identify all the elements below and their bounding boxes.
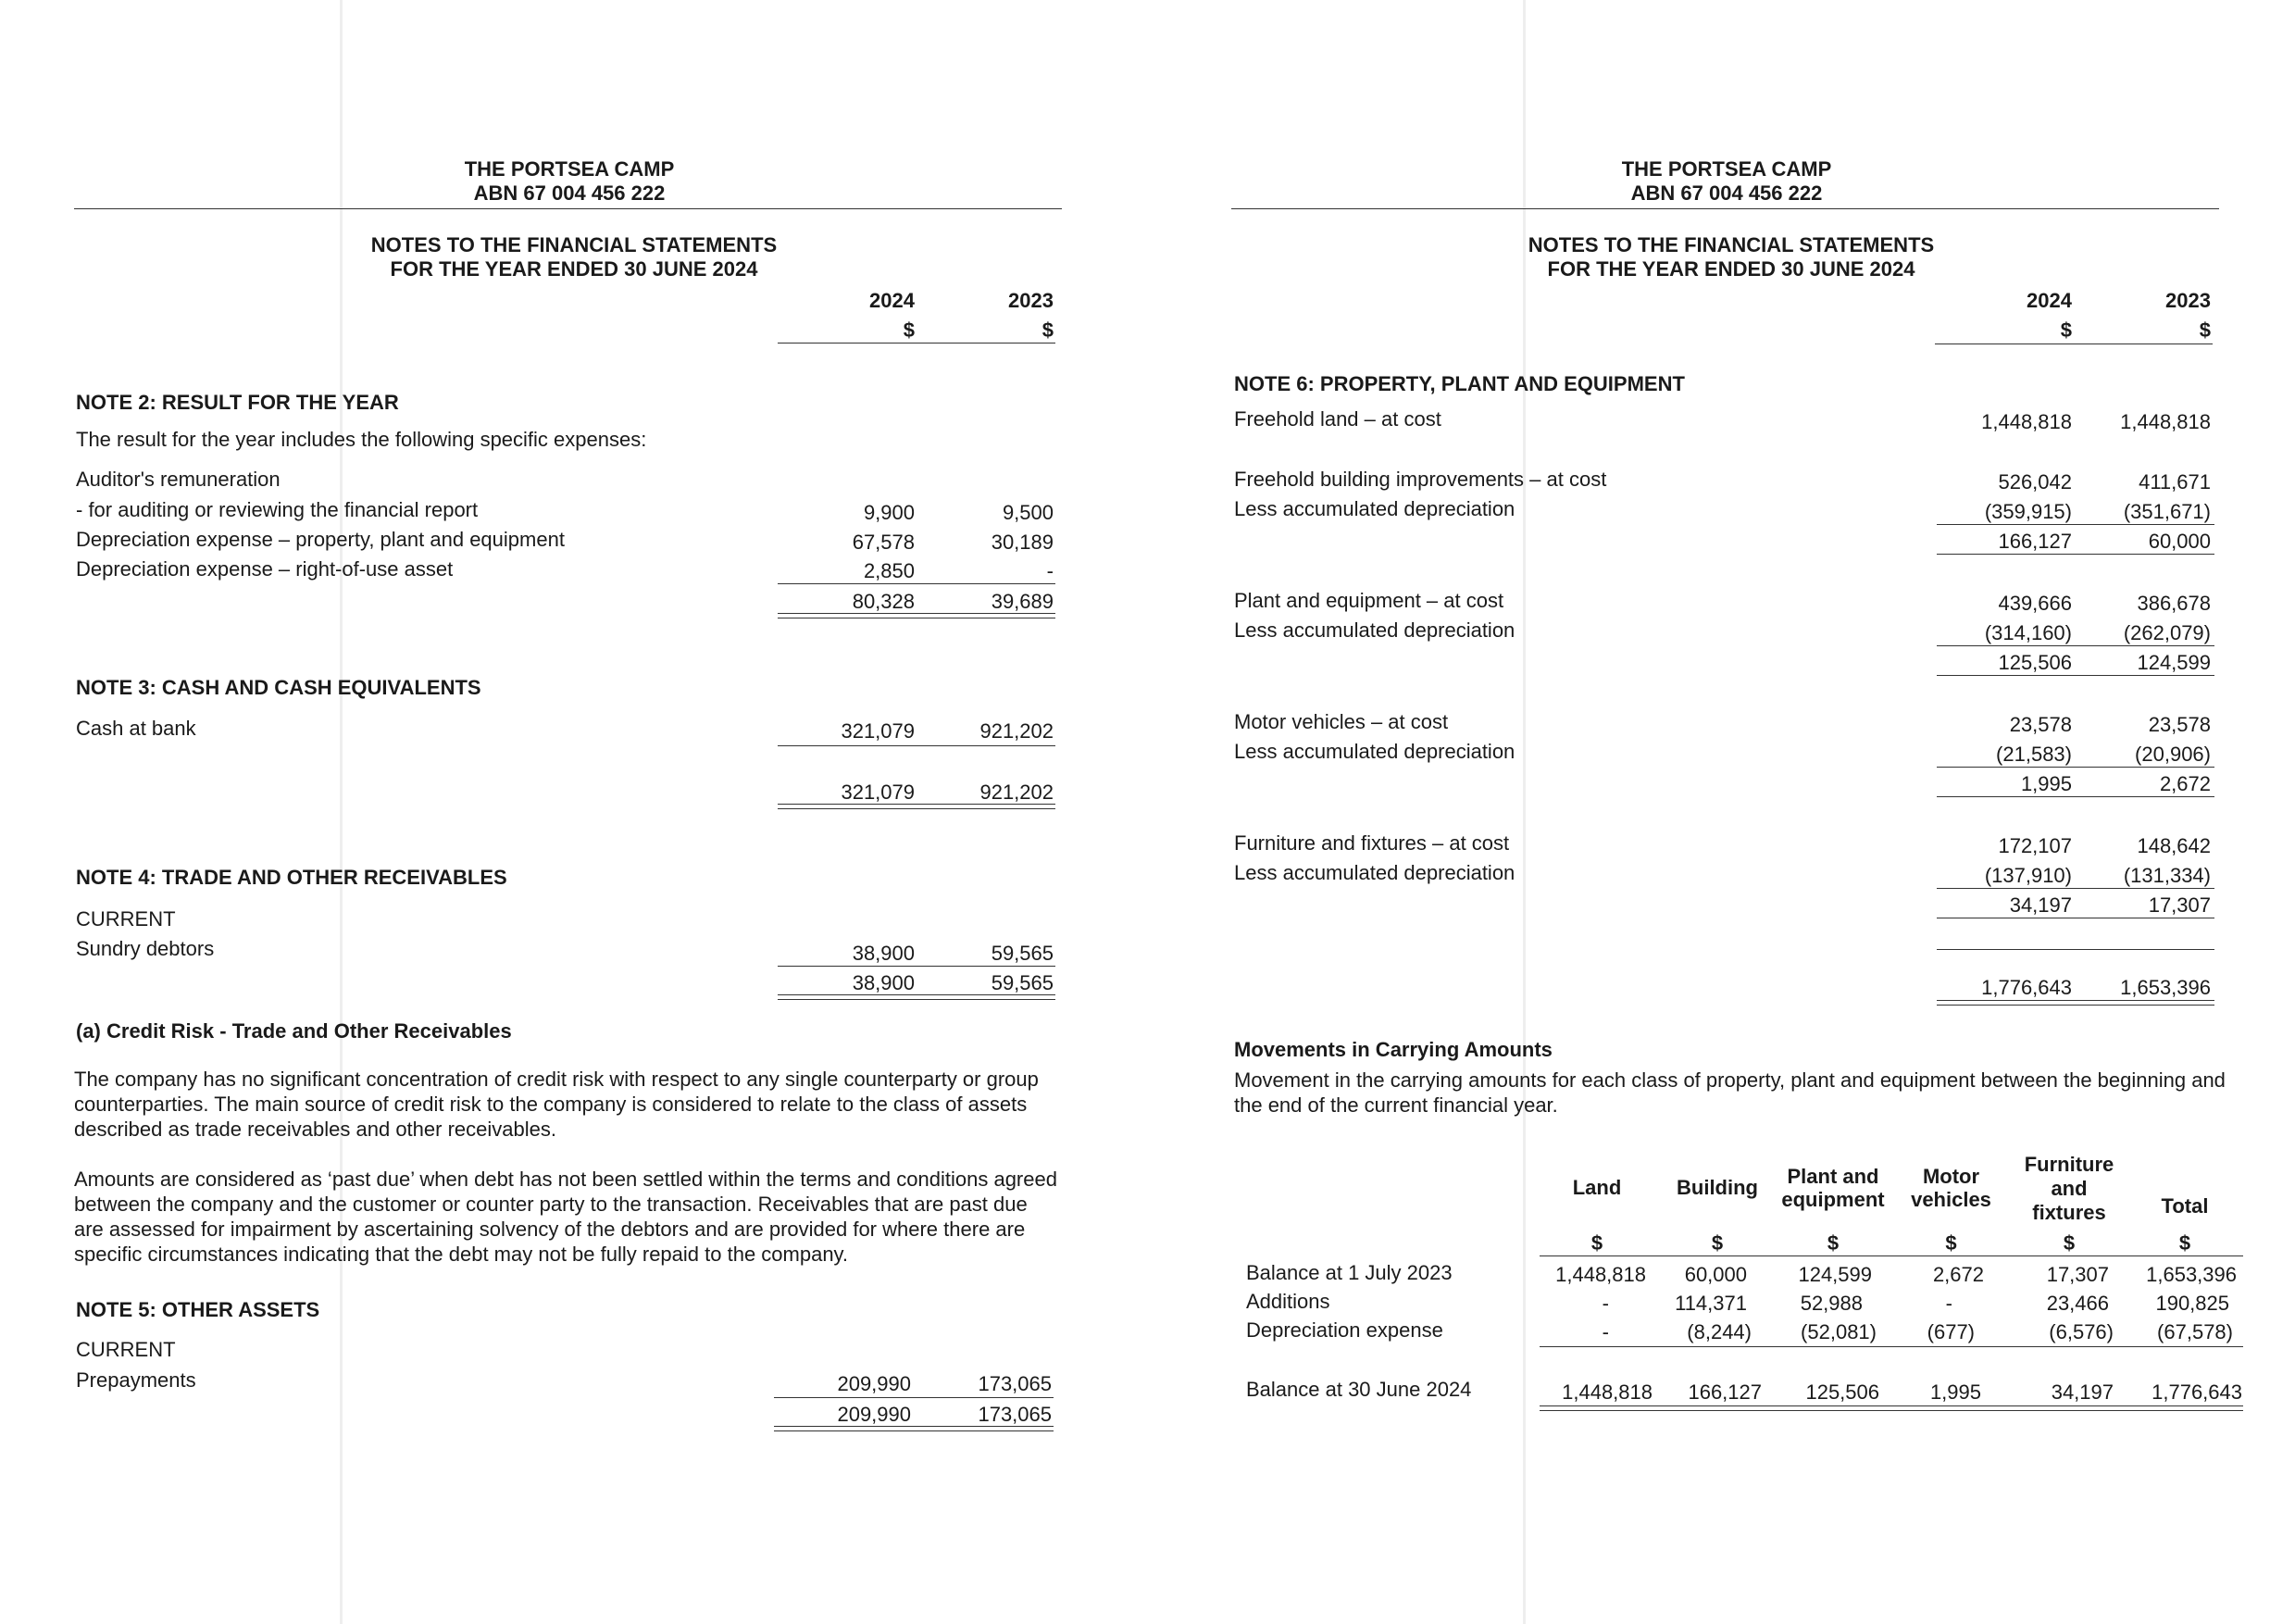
ppe-dep-2024: (314,160) [1984, 621, 2072, 644]
unit-motor: $ [1945, 1231, 1957, 1255]
note5-2023: 173,065 [978, 1372, 1052, 1395]
ppe-net-2024: 1,995 [2020, 772, 2072, 795]
subtotal-rule [778, 966, 1055, 967]
movement-plant: 52,988 [1800, 1292, 1863, 1315]
note5-total-2023: 173,065 [978, 1403, 1052, 1426]
total-double-rule [778, 804, 1055, 809]
past-due-paragraph: Amounts are considered as ‘past due’ when debt has not been settled within the terms and conditions agreed between the company and the customer or counter party to the transaction. Receivables that are past due are assessed for impairment by ascertaining solvency of the debtors and are provided for where there are specific circumstances indicating that the debt may not be fully repaid to the company. [74, 1168, 1057, 1266]
note2-row-2024: 67,578 [852, 531, 915, 554]
period: FOR THE YEAR ENDED 30 JUNE 2024 [390, 257, 758, 281]
credit-risk-paragraph: The company has no significant concentration of credit risk with respect to any single counterparty or group counterparties. The main source of credit risk to the company is considered to relate to the class of assets described as trade receivables and other receivables. [74, 1068, 1039, 1141]
movements-subtotal-rule [1540, 1346, 2243, 1347]
note3-title: NOTE 3: CASH AND CASH EQUIVALENTS [76, 676, 481, 699]
movement-furniture: 34,197 [2051, 1380, 2114, 1404]
movement-furniture: 23,466 [2046, 1292, 2109, 1315]
note2-total-2024: 80,328 [852, 590, 915, 613]
ppe-net-2023: 17,307 [2148, 893, 2211, 917]
ppe-cost-2023: 23,578 [2148, 713, 2211, 736]
net-rule [1937, 796, 2214, 797]
header-plant-equipment: Plant and equipment [1781, 1165, 1885, 1211]
movement-building: (8,244) [1687, 1320, 1752, 1343]
org-name: THE PORTSEA CAMP [1621, 157, 1832, 181]
note5-2024: 209,990 [837, 1372, 911, 1395]
total-double-rule [1937, 1000, 2214, 1006]
unit-building: $ [1711, 1231, 1724, 1255]
ppe-total-2024: 1,776,643 [1981, 976, 2072, 999]
auditor-label: Auditor's remuneration [76, 468, 281, 491]
movement-plant: 124,599 [1798, 1263, 1872, 1286]
ppe-cost-label: Freehold building improvements – at cost [1234, 468, 1607, 491]
ppe-cost-2023: 411,671 [2139, 470, 2211, 493]
ppe-net-2024: 34,197 [2009, 893, 2072, 917]
note4-2023: 59,565 [991, 942, 1054, 965]
ppe-cost-2024: 526,042 [1998, 470, 2072, 493]
note3-total-2024: 321,079 [841, 781, 915, 804]
ppe-cost-2024: 23,578 [2009, 713, 2072, 736]
ppe-net-2023: 2,672 [2159, 772, 2211, 795]
org-name: THE PORTSEA CAMP [464, 157, 675, 181]
ppe-dep-label: Less accumulated depreciation [1234, 618, 1515, 642]
movement-total: 1,776,643 [2152, 1380, 2242, 1404]
movement-building: 114,371 [1675, 1292, 1747, 1315]
movement-land: - [1602, 1292, 1609, 1315]
movements-title: Movements in Carrying Amounts [1234, 1038, 1553, 1061]
net-rule [1937, 554, 2214, 555]
note2-row-2023: 30,189 [991, 531, 1054, 554]
movement-plant: (52,081) [1801, 1320, 1877, 1343]
note3-total-2023: 921,202 [979, 781, 1054, 804]
movement-land: - [1602, 1320, 1609, 1343]
movement-total: 190,825 [2155, 1292, 2229, 1315]
note2-row-2023: - [1046, 559, 1054, 582]
currency-2024: $ [2060, 319, 2072, 342]
note2-row-label: Depreciation expense – property, plant and equipment [76, 528, 565, 551]
freehold-land-2024: 1,448,818 [1981, 410, 2072, 433]
subtotal-rule [778, 745, 1055, 746]
note3-2023: 921,202 [979, 719, 1054, 743]
subtotal-rule [1937, 888, 2214, 889]
note2-intro: The result for the year includes the following specific expenses: [76, 428, 647, 451]
col-2024: 2024 [869, 289, 915, 312]
notes-title: NOTES TO THE FINANCIAL STATEMENTS [370, 233, 778, 256]
pre-total-rule [1937, 949, 2214, 950]
credit-risk-title: (a) Credit Risk - Trade and Other Receivables [76, 1019, 512, 1043]
ppe-net-2023: 60,000 [2148, 530, 2211, 553]
header-building: Building [1677, 1176, 1758, 1199]
prepayments-label: Prepayments [76, 1368, 196, 1392]
movement-row-label: Depreciation expense [1246, 1318, 1443, 1342]
cash-at-bank-label: Cash at bank [76, 717, 196, 740]
note6-title: NOTE 6: PROPERTY, PLANT AND EQUIPMENT [1234, 372, 1685, 395]
movement-building: 60,000 [1684, 1263, 1747, 1286]
ppe-dep-2023: (131,334) [2123, 864, 2211, 887]
ppe-total-2023: 1,653,396 [2120, 976, 2211, 999]
freehold-land-2023: 1,448,818 [2120, 410, 2211, 433]
movement-furniture: 17,307 [2046, 1263, 2109, 1286]
movement-land: 1,448,818 [1555, 1263, 1646, 1286]
header-total: Total [2161, 1194, 2209, 1218]
note4-2024: 38,900 [852, 942, 915, 965]
note3-2024: 321,079 [841, 719, 915, 743]
scan-line [340, 0, 343, 1624]
movement-row-label: Balance at 1 July 2023 [1246, 1261, 1453, 1284]
current-label: CURRENT [76, 1338, 176, 1361]
note2-row-2024: 9,900 [863, 501, 915, 524]
movements-description: Movement in the carrying amounts for each class of property, plant and equipment between the beginning and the end of the current financial year. [1234, 1068, 2226, 1117]
sundry-debtors-label: Sundry debtors [76, 937, 215, 960]
ppe-cost-label: Motor vehicles – at cost [1234, 710, 1449, 733]
movements-header-rule [1540, 1255, 2243, 1256]
total-double-rule [774, 1426, 1054, 1431]
currency-2023: $ [2199, 319, 2211, 342]
header-rule [74, 208, 1062, 209]
note5-title: NOTE 5: OTHER ASSETS [76, 1298, 320, 1321]
header-rule [1231, 208, 2219, 209]
note2-row-2024: 2,850 [863, 559, 915, 582]
col-2023: 2023 [1008, 289, 1054, 312]
subtotal-rule [778, 583, 1055, 584]
ppe-dep-2023: (262,079) [2123, 621, 2211, 644]
period: FOR THE YEAR ENDED 30 JUNE 2024 [1547, 257, 1915, 281]
total-double-rule [778, 613, 1055, 618]
subtotal-rule [1937, 524, 2214, 525]
note2-total-2023: 39,689 [991, 590, 1054, 613]
note2-row-2023: 9,500 [1002, 501, 1054, 524]
header-furniture-fixtures: Furniture and fixtures [2024, 1153, 2114, 1224]
net-rule [1937, 675, 2214, 676]
notes-title: NOTES TO THE FINANCIAL STATEMENTS [1528, 233, 1935, 256]
ppe-cost-label: Plant and equipment – at cost [1234, 589, 1504, 612]
abn: ABN 67 004 456 222 [1630, 181, 1823, 205]
ppe-cost-label: Furniture and fixtures – at cost [1234, 831, 1510, 855]
col-2023: 2023 [2165, 289, 2211, 312]
movements-total-rule [1540, 1405, 2243, 1411]
subtotal-rule [774, 1397, 1054, 1398]
ppe-dep-label: Less accumulated depreciation [1234, 497, 1515, 520]
note4-total-2024: 38,900 [852, 971, 915, 994]
movement-furniture: (6,576) [2049, 1320, 2114, 1343]
ppe-cost-2023: 148,642 [2137, 834, 2211, 857]
ppe-dep-label: Less accumulated depreciation [1234, 740, 1515, 763]
abn: ABN 67 004 456 222 [473, 181, 666, 205]
movement-motor: 2,672 [1932, 1263, 1984, 1286]
ppe-net-2024: 125,506 [1998, 651, 2072, 674]
movement-row-label: Balance at 30 June 2024 [1246, 1378, 1472, 1401]
ppe-dep-2023: (351,671) [2123, 500, 2211, 523]
ppe-net-2024: 166,127 [1998, 530, 2072, 553]
note4-total-2023: 59,565 [991, 971, 1054, 994]
total-double-rule [778, 994, 1055, 1000]
unit-land: $ [1590, 1231, 1603, 1255]
ppe-dep-2024: (21,583) [1996, 743, 2072, 766]
ppe-dep-2023: (20,906) [2135, 743, 2211, 766]
movement-motor: - [1945, 1292, 1952, 1315]
movement-plant: 125,506 [1805, 1380, 1879, 1404]
movement-motor: (677) [1927, 1320, 1975, 1343]
movement-land: 1,448,818 [1562, 1380, 1653, 1404]
subtotal-rule [1937, 767, 2214, 768]
ppe-cost-2024: 172,107 [1998, 834, 2072, 857]
ppe-net-2023: 124,599 [2137, 651, 2211, 674]
currency-2023: $ [1041, 319, 1054, 342]
ppe-cost-2023: 386,678 [2137, 592, 2211, 615]
note2-title: NOTE 2: RESULT FOR THE YEAR [76, 391, 399, 414]
unit-plant: $ [1827, 1231, 1840, 1255]
note2-row-label: - for auditing or reviewing the financial report [76, 498, 479, 521]
note5-total-2024: 209,990 [837, 1403, 911, 1426]
col-2024: 2024 [2027, 289, 2072, 312]
movement-total: (67,578) [2157, 1320, 2233, 1343]
ppe-dep-2024: (359,915) [1984, 500, 2072, 523]
movement-building: 166,127 [1688, 1380, 1762, 1404]
note4-title: NOTE 4: TRADE AND OTHER RECEIVABLES [76, 866, 507, 889]
header-motor-vehicles: Motor vehicles [1911, 1165, 1991, 1211]
movement-motor: 1,995 [1929, 1380, 1981, 1404]
note2-row-label: Depreciation expense – right-of-use asset [76, 557, 454, 581]
unit-furniture: $ [2063, 1231, 2076, 1255]
ppe-cost-2024: 439,666 [1998, 592, 2072, 615]
unit-total: $ [2178, 1231, 2191, 1255]
column-header-rule [778, 343, 1055, 344]
freehold-land-label: Freehold land – at cost [1234, 407, 1441, 431]
header-land: Land [1572, 1176, 1622, 1199]
ppe-dep-label: Less accumulated depreciation [1234, 861, 1515, 884]
movement-total: 1,653,396 [2146, 1263, 2237, 1286]
current-label: CURRENT [76, 907, 176, 931]
movement-row-label: Additions [1246, 1290, 1330, 1313]
currency-2024: $ [903, 319, 915, 342]
ppe-dep-2024: (137,910) [1984, 864, 2072, 887]
subtotal-rule [1937, 645, 2214, 646]
